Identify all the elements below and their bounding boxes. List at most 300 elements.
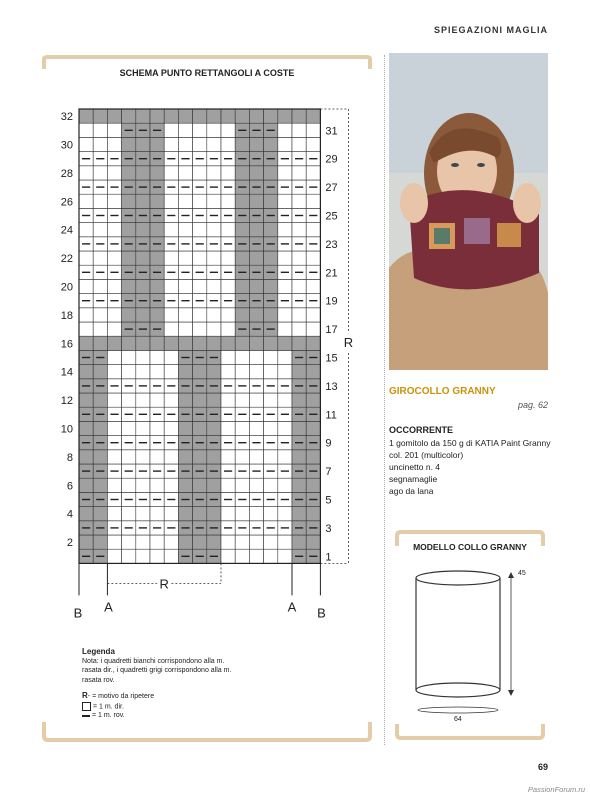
chart-cell [93, 336, 107, 350]
chart-cell [107, 137, 121, 151]
materials-title: OCCORRENTE [389, 425, 454, 435]
chart-cell [278, 194, 292, 208]
chart-cell [264, 549, 278, 563]
row-label-left: 32 [60, 111, 73, 124]
chart-cell [150, 450, 164, 464]
marker-a-right: A [287, 599, 297, 615]
chart-cell [150, 549, 164, 563]
chart-cell [107, 194, 121, 208]
chart-cell [93, 194, 107, 208]
chart-cell [93, 223, 107, 237]
chart-cell [164, 123, 178, 137]
legend-purl-text: = 1 m. rov. [91, 712, 125, 720]
chart-cell [122, 535, 136, 549]
chart-cell [221, 507, 235, 521]
chart-cell [164, 507, 178, 521]
legend-purl [82, 711, 362, 721]
chart-cell [79, 336, 93, 350]
materials-item: ago da lana [389, 486, 434, 496]
chart-cell [107, 336, 121, 350]
chart-cell [249, 549, 263, 563]
chart-cell [107, 350, 121, 364]
chart-cell [150, 137, 164, 151]
chart-cell [292, 507, 306, 521]
chart-cell [235, 137, 249, 151]
chart-cell [249, 251, 263, 265]
row-label-left: 26 [60, 196, 73, 209]
chart-cell [221, 166, 235, 180]
chart-cell [93, 123, 107, 137]
chart-cell [79, 123, 93, 137]
legend-knit [82, 702, 362, 712]
chart-cell [235, 365, 249, 379]
repeat-symbol: R [82, 691, 88, 700]
chart-cell [164, 194, 178, 208]
row-label-right: 5 [325, 494, 332, 507]
chart-cell [136, 549, 150, 563]
chart-cell [207, 223, 221, 237]
chart-cell [93, 478, 107, 492]
project-title: GIROCOLLO GRANNY [389, 386, 496, 397]
chart-cell [107, 365, 121, 379]
chart-cell [93, 322, 107, 336]
chart-cell [79, 421, 93, 435]
chart-cell [278, 308, 292, 322]
chart-cell [306, 336, 320, 350]
repeat-label-bottom: R [159, 576, 169, 592]
chart-cell [79, 251, 93, 265]
row-label-left: 22 [60, 253, 73, 266]
chart-cell [278, 322, 292, 336]
chart-cell [136, 194, 150, 208]
chart-cell [178, 507, 192, 521]
chart-cell [164, 308, 178, 322]
chart-cell [178, 322, 192, 336]
model-diagram [395, 530, 545, 740]
chart-cell [306, 322, 320, 336]
chart-cell [278, 166, 292, 180]
chart-cell [193, 421, 207, 435]
chart-cell [164, 137, 178, 151]
chart-cell [193, 123, 207, 137]
chart-cell [221, 223, 235, 237]
chart-cell [79, 223, 93, 237]
row-label-right: 9 [325, 437, 332, 450]
chart-cell [164, 421, 178, 435]
legend [82, 647, 362, 721]
chart-cell [164, 166, 178, 180]
materials-item: segnamaglie [389, 474, 438, 484]
chart-cell [292, 322, 306, 336]
repeat-label-right: R [343, 335, 354, 351]
chart-cell [235, 393, 249, 407]
chart-cell [264, 450, 278, 464]
chart-cell [193, 279, 207, 293]
chart-cell [235, 109, 249, 123]
chart-cell [93, 109, 107, 123]
chart-cell [207, 279, 221, 293]
purl-symbol-icon [82, 715, 90, 717]
chart-cell [136, 365, 150, 379]
chart-cell [207, 322, 221, 336]
chart-cell [150, 279, 164, 293]
chart-cell [150, 350, 164, 364]
chart-cell [264, 393, 278, 407]
chart-cell [221, 137, 235, 151]
chart-cell [264, 194, 278, 208]
chart-cell [264, 421, 278, 435]
chart-cell [136, 137, 150, 151]
chart-cell [235, 336, 249, 350]
chart-cell [278, 109, 292, 123]
chart-cell [249, 166, 263, 180]
chart-cell [136, 223, 150, 237]
chart-cell [306, 535, 320, 549]
chart-cell [107, 393, 121, 407]
chart-cell [249, 350, 263, 364]
chart-cell [207, 421, 221, 435]
chart-cell [221, 322, 235, 336]
materials-item: 1 gomitolo da 150 g di KATIA Paint Granny [389, 438, 551, 448]
marker-a-left: A [104, 599, 113, 615]
chart-cell [221, 549, 235, 563]
chart-cell [107, 478, 121, 492]
chart-cell [107, 549, 121, 563]
chart-cell [164, 365, 178, 379]
chart-cell [122, 549, 136, 563]
chart-cell [79, 109, 93, 123]
chart-cell [150, 194, 164, 208]
chart-cell [136, 450, 150, 464]
chart-cell [79, 322, 93, 336]
chart-cell [249, 478, 263, 492]
chart-cell [235, 350, 249, 364]
chart-cell [264, 478, 278, 492]
chart-cell [278, 535, 292, 549]
chart-cell [107, 308, 121, 322]
legend-repeat: R- = motivo da ripetere [82, 691, 155, 700]
chart-cell [164, 535, 178, 549]
chart-cell [207, 109, 221, 123]
chart-cell [178, 109, 192, 123]
chart-cell [207, 123, 221, 137]
chart-cell [249, 279, 263, 293]
chart-cell [249, 137, 263, 151]
chart-cell [264, 308, 278, 322]
chart-cell [136, 507, 150, 521]
chart-cell [249, 308, 263, 322]
chart-cell [278, 549, 292, 563]
chart-cell [79, 535, 93, 549]
legend-note: rasata dir., i quadretti grigi corrispondono alla m. [82, 667, 232, 674]
chart-cell [207, 450, 221, 464]
chart-cell [136, 279, 150, 293]
chart-cell [164, 109, 178, 123]
chart-cell [292, 109, 306, 123]
chart-cell [178, 194, 192, 208]
chart-cell [150, 507, 164, 521]
chart-cell [107, 109, 121, 123]
chart-cell [306, 279, 320, 293]
row-label-right: 27 [325, 182, 338, 195]
row-label-right: 29 [325, 153, 338, 166]
row-label-left: 16 [60, 338, 73, 351]
chart-cell [93, 535, 107, 549]
chart-cell [306, 109, 320, 123]
chart-cell [249, 421, 263, 435]
row-label-left: 30 [60, 139, 73, 152]
chart-cell [264, 350, 278, 364]
marker-b-left: B [73, 605, 83, 621]
chart-cell [264, 279, 278, 293]
chart-cell [193, 109, 207, 123]
chart-cell [221, 194, 235, 208]
chart-cell [292, 336, 306, 350]
chart-cell [306, 251, 320, 265]
chart-cell [79, 365, 93, 379]
chart-cell [122, 137, 136, 151]
chart-cell [150, 393, 164, 407]
chart-cell [136, 350, 150, 364]
chart-cell [150, 251, 164, 265]
chart-cell [207, 365, 221, 379]
chart-cell [221, 123, 235, 137]
chart-cell [79, 279, 93, 293]
chart-cell [93, 137, 107, 151]
chart-cell [278, 450, 292, 464]
materials-item: col. 201 (multicolor) [389, 450, 464, 460]
chart-cell [122, 223, 136, 237]
chart-cell [122, 421, 136, 435]
chart-cell [79, 393, 93, 407]
chart-cell [136, 109, 150, 123]
chart-cell [136, 251, 150, 265]
row-label-left: 4 [66, 508, 73, 521]
watermark: PassionForum.ru [527, 785, 585, 794]
chart-cell [249, 109, 263, 123]
chart-cell [79, 308, 93, 322]
section-header: SPIEGAZIONI MAGLIA [433, 25, 548, 35]
chart-cell [150, 223, 164, 237]
chart-cell [306, 137, 320, 151]
chart-cell [221, 478, 235, 492]
chart-cell [306, 365, 320, 379]
chart-cell [207, 478, 221, 492]
row-label-left: 6 [66, 480, 73, 493]
chart-cell [221, 336, 235, 350]
chart-cell [306, 450, 320, 464]
chart-cell [207, 393, 221, 407]
row-label-right: 21 [325, 267, 338, 280]
chart-cell [150, 336, 164, 350]
model-height-label: 45 [518, 570, 526, 577]
chart-cell [193, 251, 207, 265]
chart-cell [235, 194, 249, 208]
legend-title: Legenda [82, 647, 115, 656]
chart-cell [93, 251, 107, 265]
row-label-right: 23 [325, 238, 338, 251]
chart-cell [306, 166, 320, 180]
chart-cell [292, 279, 306, 293]
chart-cell [136, 393, 150, 407]
chart-cell [164, 450, 178, 464]
chart-cell [207, 137, 221, 151]
chart-cell [207, 308, 221, 322]
chart-cell [79, 166, 93, 180]
chart-cell [122, 308, 136, 322]
chart-cell [164, 251, 178, 265]
chart-cell [193, 336, 207, 350]
model-photo [389, 53, 548, 370]
chart-cell [306, 421, 320, 435]
chart-cell [249, 223, 263, 237]
chart-cell [278, 123, 292, 137]
legend-knit-text: = 1 m. dir. [92, 702, 124, 710]
chart-cell [107, 279, 121, 293]
chart-cell [164, 223, 178, 237]
chart-cell [122, 109, 136, 123]
chart-cell [264, 223, 278, 237]
row-label-right: 13 [325, 380, 338, 393]
chart-cell [136, 535, 150, 549]
chart-cell [122, 251, 136, 265]
chart-cell [193, 223, 207, 237]
chart-cell [164, 393, 178, 407]
chart-cell [79, 450, 93, 464]
chart-cell [221, 308, 235, 322]
chart-cell [136, 478, 150, 492]
chart-cell [178, 251, 192, 265]
chart-cell [107, 535, 121, 549]
chart-cell [79, 137, 93, 151]
materials-item: uncinetto n. 4 [389, 462, 441, 472]
chart-cell [178, 308, 192, 322]
row-label-right: 3 [325, 522, 332, 535]
chart-cell [178, 450, 192, 464]
chart-cell [221, 251, 235, 265]
chart-cell [278, 393, 292, 407]
chart-cell [264, 535, 278, 549]
chart-cell [178, 393, 192, 407]
chart-cell [93, 507, 107, 521]
chart-cell [193, 365, 207, 379]
chart-cell [235, 279, 249, 293]
chart-cell [292, 421, 306, 435]
chart-cell [221, 350, 235, 364]
chart-cell [93, 421, 107, 435]
chart-cell [193, 393, 207, 407]
legend-note: rasata rov. [82, 676, 115, 684]
chart-cell [150, 478, 164, 492]
row-label-right: 7 [325, 466, 332, 479]
chart-cell [292, 478, 306, 492]
row-label-right: 11 [325, 409, 337, 422]
chart-cell [207, 535, 221, 549]
chart-cell [193, 308, 207, 322]
chart-cell [136, 336, 150, 350]
chart-cell [193, 137, 207, 151]
chart-cell [93, 308, 107, 322]
chart-cell [150, 308, 164, 322]
chart-cell [221, 535, 235, 549]
chart-cell [235, 478, 249, 492]
chart-cell [164, 322, 178, 336]
chart-cell [221, 421, 235, 435]
chart-cell [150, 421, 164, 435]
row-label-right: 1 [325, 551, 332, 564]
chart-cell [278, 365, 292, 379]
chart-cell [107, 123, 121, 137]
chart-cell [235, 507, 249, 521]
chart-cell [178, 166, 192, 180]
chart-cell [235, 450, 249, 464]
chart-cell [93, 450, 107, 464]
chart-cell [122, 336, 136, 350]
legend-repeat-text: = motivo da ripetere [92, 693, 155, 700]
row-label-right: 17 [325, 324, 338, 337]
chart-cell [150, 365, 164, 379]
chart-cell [136, 308, 150, 322]
model-title: MODELLO COLLO GRANNY [413, 542, 527, 552]
chart-cell [306, 194, 320, 208]
chart-cell [164, 350, 178, 364]
model-width-label: 64 [454, 716, 462, 723]
row-label-left: 20 [60, 281, 73, 294]
row-label-left: 14 [60, 366, 73, 379]
chart-cell [193, 507, 207, 521]
chart-cell [164, 549, 178, 563]
row-label-left: 2 [66, 537, 73, 550]
chart-cell [292, 166, 306, 180]
knit-symbol-icon [82, 702, 91, 711]
chart-cell [278, 336, 292, 350]
chart-cell [122, 350, 136, 364]
chart-cell [264, 365, 278, 379]
chart-cell [292, 123, 306, 137]
chart-cell [93, 393, 107, 407]
chart-cell [306, 223, 320, 237]
project-page-ref: pag. 62 [517, 400, 548, 410]
chart-cell [292, 137, 306, 151]
row-label-right: 25 [325, 210, 338, 223]
chart-cell [235, 251, 249, 265]
chart-cell [278, 350, 292, 364]
chart-cell [122, 507, 136, 521]
chart-cell [264, 507, 278, 521]
chart-cell [178, 123, 192, 137]
chart-cell [178, 478, 192, 492]
chart-cell [193, 322, 207, 336]
row-label-left: 10 [60, 423, 73, 436]
row-label-left: 12 [60, 395, 73, 408]
chart-cell [193, 478, 207, 492]
chart-cell [122, 478, 136, 492]
chart-cell [150, 109, 164, 123]
chart-cell [93, 279, 107, 293]
chart-cell [122, 166, 136, 180]
chart-cell [264, 109, 278, 123]
chart-cell [79, 194, 93, 208]
chart-cell [122, 450, 136, 464]
chart-cell [235, 166, 249, 180]
chart-cell [278, 137, 292, 151]
chart-cell [207, 194, 221, 208]
chart-cell [221, 393, 235, 407]
chart-cell [292, 365, 306, 379]
chart-cell [292, 308, 306, 322]
chart-cell [93, 365, 107, 379]
row-label-right: 15 [325, 352, 338, 365]
